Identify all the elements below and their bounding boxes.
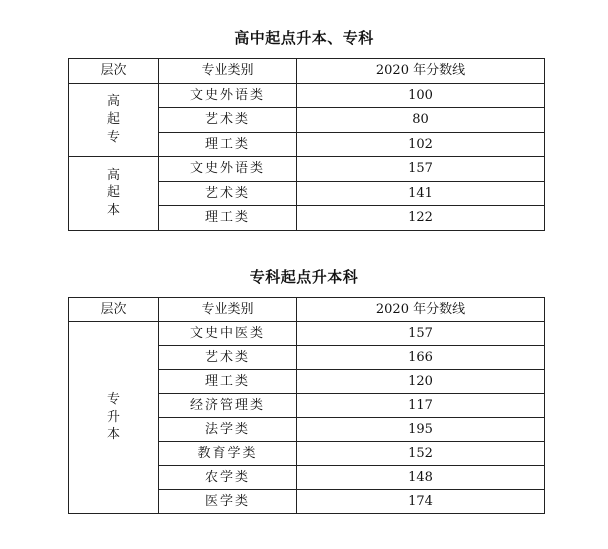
table-row [69,322,545,346]
header-score: 2020 年分数线 [297,59,545,84]
level-label: 专 升 本 [106,392,120,443]
header-category: 专业类别 [159,59,297,84]
section-title-junior-college: 专科起点升本科 [249,268,359,286]
score-cell: 157 [297,322,545,346]
category-cell: 医学类 [159,490,297,514]
table-header-row [69,298,545,322]
score-table-high-school [68,58,545,231]
table-row [69,157,545,182]
category-cell: 理工类 [159,206,297,231]
category-cell: 文史外语类 [159,157,297,182]
level-cell-zhuanshengben [69,322,159,514]
score-cell: 120 [297,370,545,394]
section-title-high-school: 高中起点升本、专科 [234,29,374,47]
score-cell: 195 [297,418,545,442]
table-header-row [69,59,545,84]
score-table-junior-college [68,297,545,514]
score-cell: 100 [297,83,545,108]
level-cell-gaoqizhuan [69,83,159,157]
category-cell: 艺术类 [159,108,297,133]
score-cell: 152 [297,442,545,466]
category-cell: 教育学类 [159,442,297,466]
score-cell: 148 [297,466,545,490]
category-cell: 艺术类 [159,346,297,370]
category-cell: 文史外语类 [159,83,297,108]
score-cell: 166 [297,346,545,370]
category-cell: 艺术类 [159,181,297,206]
category-cell: 理工类 [159,370,297,394]
category-cell: 法学类 [159,418,297,442]
score-cell: 117 [297,394,545,418]
level-cell-gaoqiben [69,157,159,231]
score-cell: 122 [297,206,545,231]
table-row [69,83,545,108]
score-cell: 157 [297,157,545,182]
score-cell: 174 [297,490,545,514]
category-cell: 农学类 [159,466,297,490]
score-cell: 80 [297,108,545,133]
level-label: 高 起 专 [106,94,120,145]
header-level: 层次 [69,59,159,84]
score-cell: 141 [297,181,545,206]
level-label: 高 起 本 [106,167,120,219]
header-level: 层次 [69,298,159,322]
header-score: 2020 年分数线 [297,298,545,322]
header-category: 专业类别 [159,298,297,322]
category-cell: 经济管理类 [159,394,297,418]
category-cell: 理工类 [159,132,297,157]
score-cell: 102 [297,132,545,157]
category-cell: 文史中医类 [159,322,297,346]
